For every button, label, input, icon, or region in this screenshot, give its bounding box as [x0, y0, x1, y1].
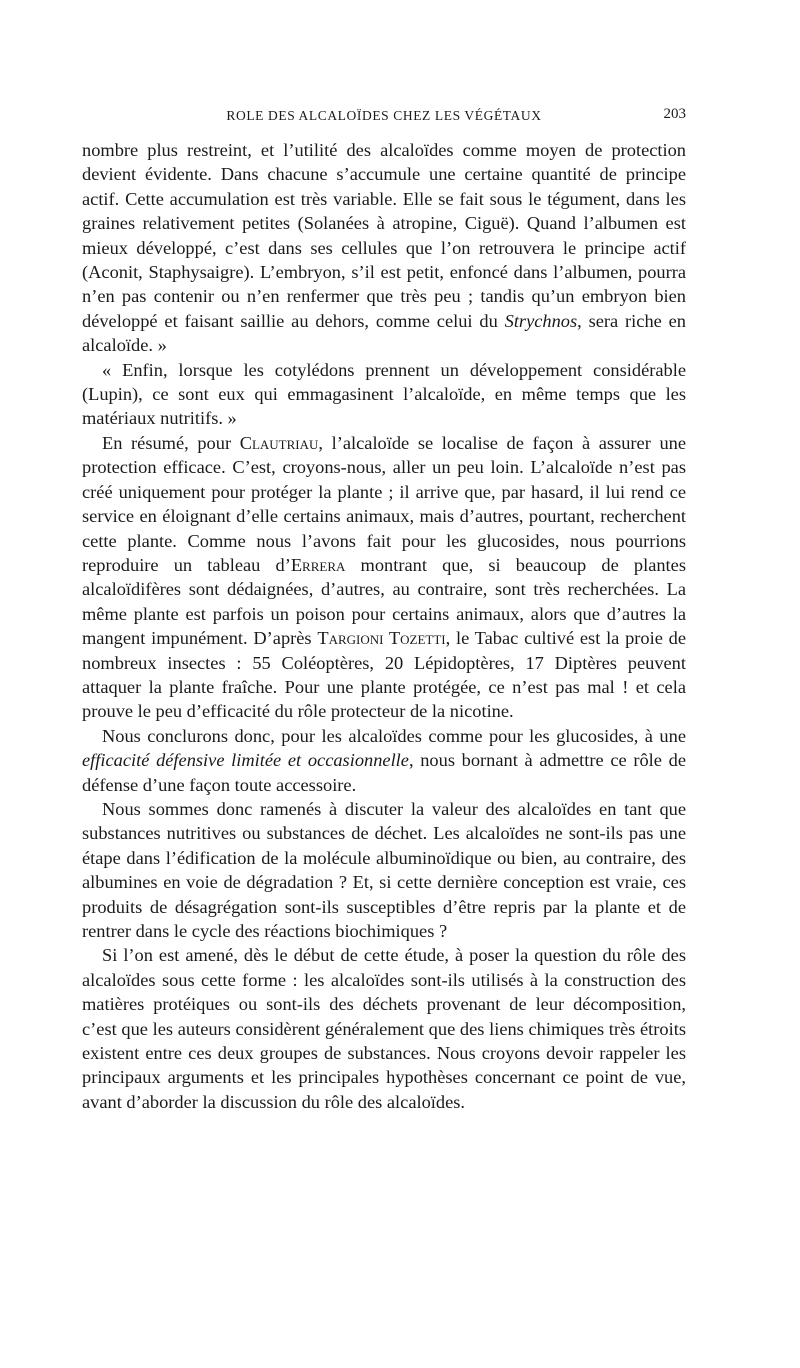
paragraph-4-italic: efficacité défensive limitée et occasionnelle: [82, 750, 409, 771]
body-text: [82, 138, 686, 1114]
paragraph-3-part-a: En résumé, pour: [102, 432, 240, 453]
paragraph-3-part-c: montrant que, si beaucoup de plantes alcaloïdifères sont dédaignées, d’autres, au contraire, sont très recherchées. La même plante est parfois un poison pour certains animaux, alors que d’autres la mangent impunément. D’après: [82, 554, 686, 649]
paragraph-4-part-b: , nous bornant à admettre ce rôle de défense d’une façon toute accessoire.: [82, 750, 686, 795]
paragraph-1-italic: Strychnos: [504, 310, 578, 331]
paragraph-5: Nous sommes donc ramenés à discuter la valeur des alcaloïdes en tant que substances nutritives ou substances de déchet. Les alcaloïdes ne sont-ils pas une étape dans l’édification de la molécule albuminoïdique ou bien, au contraire, des albumines en voie de dégradation ? Et, si cette dernière conception est vraie, ces produits de désagrégation sont-ils susceptibles d’être repris par la plante et de rentrer dans le cycle des réactions biochimiques ?: [82, 798, 686, 941]
author-name-targioni-tozetti: Targioni Tozetti: [317, 628, 446, 649]
author-name-errera: Errera: [290, 554, 346, 575]
paragraph-3-part-d: , le Tabac cultivé est la proie de nombreux insectes : 55 Coléoptères, 20 Lépidoptères, 17 Diptères peuvent attaquer la plante fraîche. Pour une plante protégée, ce n’est pas mal ! et cela prouve le peu d’efficacité du rôle protecteur de la nicotine.: [82, 628, 687, 722]
paragraph-2: « Enfin, lorsque les cotylédons prennent un développement considérable (Lupin), ce sont eux qui emmagasinent l’alcaloïde, en même temps que les matériaux nutritifs. »: [82, 359, 686, 429]
paragraph-1-end: , sera riche en alcaloïde. »: [82, 310, 687, 356]
paragraph-6: Si l’on est amené, dès le début de cette étude, à poser la question du rôle des alcaloïdes sous cette forme : les alcaloïdes sont-ils utilisés à la construction des matières protéiques ou sont-ils des déchets provenant de leur décomposition, c’est que les auteurs considèrent généralement que des liens chimiques très étroits existent entre ces deux groupes de substances. Nous croyons devoir rappeler les principaux arguments et les principales hypothèses concernant ce point de vue, avant d’aborder la discussion du rôle des alcaloïdes.: [82, 945, 686, 1112]
page-header: [82, 104, 686, 128]
paragraph-4: [82, 724, 686, 797]
paragraph-3: [82, 431, 686, 724]
paragraph-1: [82, 138, 686, 358]
author-name-clautriau: Clautriau: [239, 432, 319, 453]
page-number: 203: [663, 106, 686, 122]
paragraph-1-text: nombre plus restreint, et l’utilité des alcaloïdes comme moyen de protection devient évidente. Dans chacune s’accumule une certaine quantité de principe actif. Cette accumulation est très variable. Elle se fait sous le tégument, dans les graines relativement petites (Solanées à atropine, Ciguë). Quand l’albumen est mieux développé, c’est dans ses cellules que l’on retrouvera le principe actif (Aconit, Staphysaigre). L’embryon, s’il est petit, enfoncé dans l’albumen, pourra n’en pas contenir ou n’en renfermer que très peu ; tandis qu’un embryon bien développé et faisant saillie au dehors, comme celui du: [82, 140, 686, 331]
paragraph-4-part-a: Nous conclurons donc, pour les alcaloïdes comme pour les glucosides, à une: [102, 725, 686, 746]
paragraph-3-part-b: , l’alcaloïde se localise de façon à assurer une protection efficace. C’est, croyons-nous, aller un peu loin. L’alcaloïde n’est pas créé uniquement pour protéger la plante ; il arrive que, par hasard, il lui rend ce service en éloignant d’elle certains animaux, mais d’autres, pourtant, recherchent cette plante. Comme nous l’avons fait pour les glucosides, nous pourrions reproduire un tableau d’: [82, 432, 687, 575]
running-title: ROLE DES ALCALOÏDES CHEZ LES VÉGÉTAUX: [226, 108, 542, 123]
